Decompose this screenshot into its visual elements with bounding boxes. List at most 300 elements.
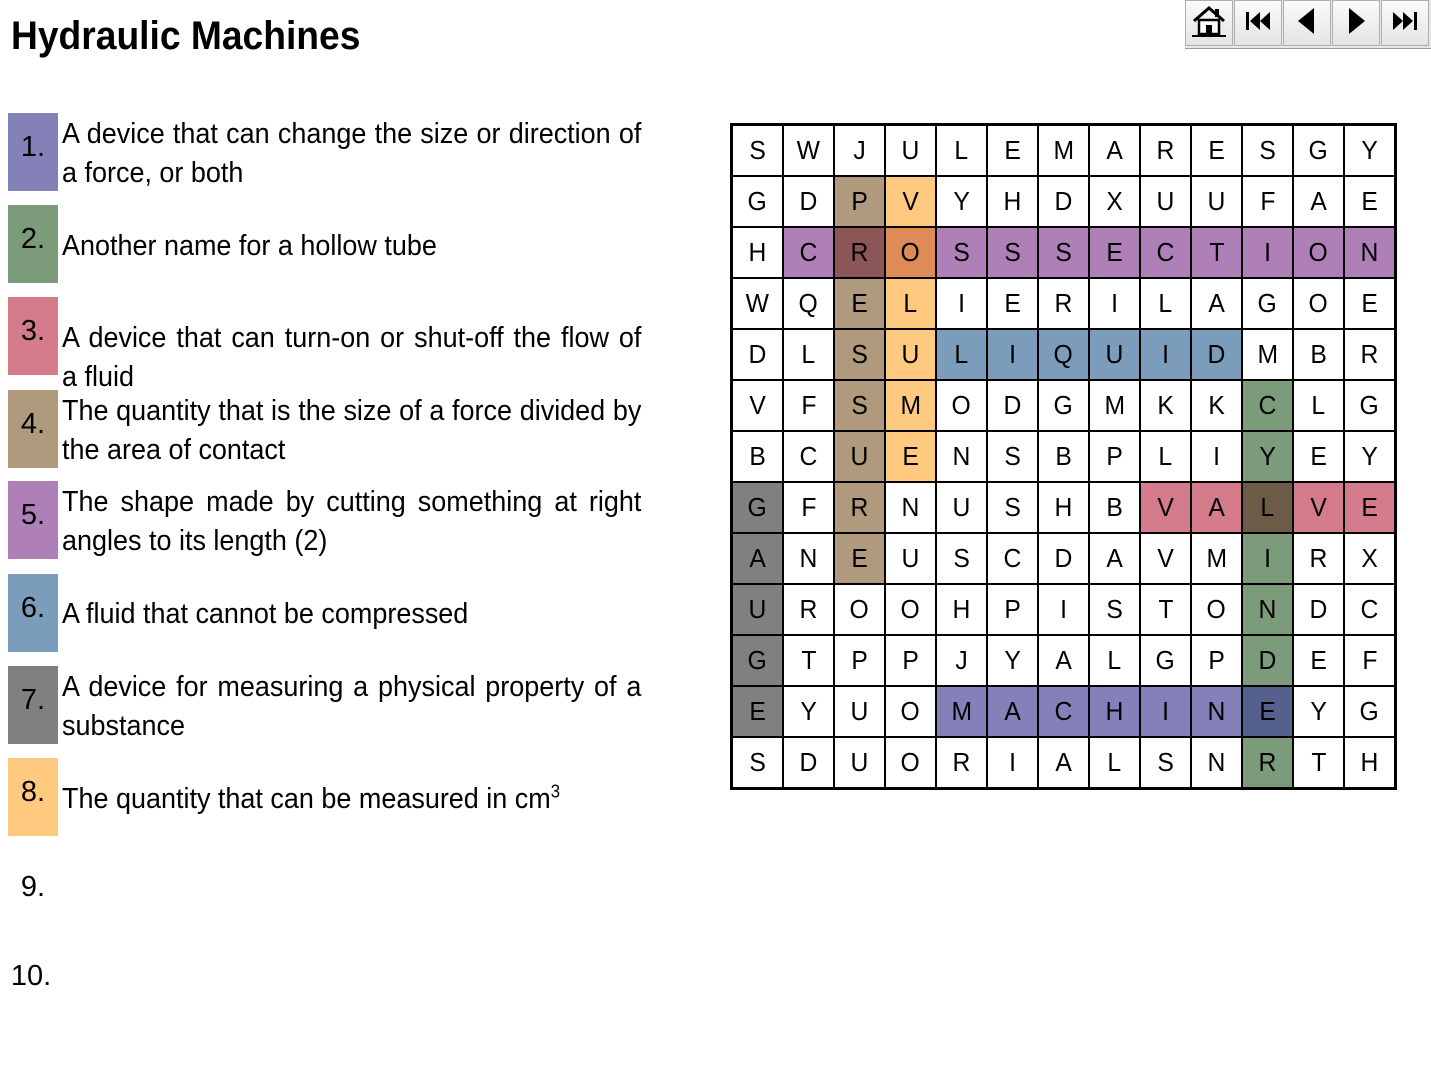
grid-cell[interactable] [1344,635,1396,686]
grid-letter: E [1361,186,1378,216]
grid-cell[interactable] [1140,584,1191,635]
grid-cell[interactable] [1140,686,1191,737]
grid-cell[interactable] [936,686,987,737]
grid-cell[interactable] [732,737,784,789]
grid-cell[interactable] [1038,380,1089,431]
grid-cell[interactable] [1089,176,1140,227]
grid-cell[interactable] [1293,431,1344,482]
grid-cell[interactable] [1038,125,1089,177]
grid-cell[interactable] [885,584,936,635]
grid-cell[interactable] [1191,482,1242,533]
grid-cell[interactable] [1344,380,1396,431]
grid-cell[interactable] [885,380,936,431]
grid-letter: M [1206,543,1227,573]
grid-letter: D [748,339,767,369]
grid-letter: U [901,543,920,573]
grid-cell[interactable] [1191,125,1242,177]
grid-cell[interactable] [1089,737,1140,789]
grid-letter: J [853,135,866,165]
grid-cell[interactable] [732,686,784,737]
grid-cell[interactable] [1140,431,1191,482]
grid-cell[interactable] [1242,635,1293,686]
grid-cell[interactable] [1038,584,1089,635]
grid-letter: N [799,543,818,573]
grid-letter: I [1162,696,1169,726]
grid-cell[interactable] [1242,431,1293,482]
grid-letter: T [1208,237,1225,267]
grid-cell[interactable] [987,329,1038,380]
grid-letter: G [1359,390,1380,420]
grid-letter: E [1208,135,1225,165]
grid-cell[interactable] [1242,737,1293,789]
grid-letter: W [796,135,821,165]
grid-cell[interactable] [1242,176,1293,227]
grid-cell[interactable] [1038,329,1089,380]
grid-letter: A [1055,645,1072,675]
grid-letter: P [1106,441,1123,471]
grid-letter: O [849,594,870,624]
grid-cell[interactable] [1344,686,1396,737]
grid-cell[interactable] [1038,176,1089,227]
grid-letter: I [1009,339,1016,369]
grid-cell[interactable] [987,431,1038,482]
grid-cell[interactable] [834,584,885,635]
grid-cell[interactable] [732,176,784,227]
grid-letter: B [1055,441,1072,471]
grid-cell[interactable] [732,278,784,329]
clue-text: The shape made by cutting something at right angles to its length (2) [62,486,642,557]
clue-number: 8. [8,758,58,836]
grid-cell[interactable] [732,635,784,686]
grid-cell[interactable] [1140,737,1191,789]
grid-letter: V [902,186,919,216]
grid-cell[interactable] [1242,533,1293,584]
grid-cell[interactable] [1191,584,1242,635]
grid-cell[interactable] [1089,482,1140,533]
grid-letter: N [1207,747,1226,777]
grid-cell[interactable] [936,482,987,533]
grid-letter: G [747,186,768,216]
grid-cell[interactable] [885,176,936,227]
grid-cell[interactable] [1089,584,1140,635]
grid-letter: R [1156,135,1175,165]
grid-cell[interactable] [834,380,885,431]
grid-letter: C [1003,543,1022,573]
grid-letter: H [1003,186,1022,216]
grid-letter: E [1004,135,1021,165]
grid-letter: S [749,135,766,165]
grid-cell[interactable] [987,176,1038,227]
grid-cell[interactable] [1344,329,1396,380]
clue-number: 1. [8,113,58,191]
grid-letter: E [902,441,919,471]
grid-cell[interactable] [1242,227,1293,278]
grid-cell[interactable] [783,278,834,329]
next-slide-button[interactable] [1332,0,1380,46]
grid-cell[interactable] [732,533,784,584]
grid-cell[interactable] [1293,125,1344,177]
grid-cell[interactable] [885,431,936,482]
grid-row [732,533,1396,584]
grid-letter: T [1157,594,1174,624]
grid-cell[interactable] [1242,329,1293,380]
grid-cell[interactable] [885,737,936,789]
grid-letter: S [1004,237,1021,267]
grid-letter: G [1359,696,1380,726]
grid-letter: M [951,696,972,726]
grid-cell[interactable] [834,125,885,177]
grid-cell[interactable] [1293,482,1344,533]
grid-cell[interactable] [936,584,987,635]
grid-cell[interactable] [834,737,885,789]
grid-cell[interactable] [1038,227,1089,278]
grid-cell[interactable] [1242,380,1293,431]
grid-letter: D [1207,339,1226,369]
grid-letter: D [1003,390,1022,420]
grid-letter: E [1361,492,1378,522]
grid-letter: K [1208,390,1225,420]
grid-letter: O [1308,288,1329,318]
grid-letter: C [799,237,818,267]
grid-letter: F [800,390,817,420]
grid-cell[interactable] [834,227,885,278]
grid-cell[interactable] [1191,329,1242,380]
grid-letter: W [745,288,770,318]
grid-letter: A [1208,288,1225,318]
grid-letter: G [747,645,768,675]
grid-cell[interactable] [936,737,987,789]
grid-cell[interactable] [1140,329,1191,380]
grid-row [732,125,1396,177]
grid-cell[interactable] [1344,533,1396,584]
grid-cell[interactable] [1089,533,1140,584]
grid-cell[interactable] [1293,176,1344,227]
grid-cell[interactable] [1293,584,1344,635]
grid-letter: G [1308,135,1329,165]
grid-letter: E [1106,237,1123,267]
grid-cell[interactable] [732,380,784,431]
grid-letter: U [850,747,869,777]
grid-cell[interactable] [987,482,1038,533]
grid-letter: H [952,594,971,624]
grid-letter: S [1055,237,1072,267]
previous-icon [1292,5,1322,42]
grid-cell[interactable] [1140,635,1191,686]
grid-cell[interactable] [732,227,784,278]
grid-cell[interactable] [885,329,936,380]
grid-letter: G [1257,288,1278,318]
grid-letter: S [953,543,970,573]
grid-cell[interactable] [732,329,784,380]
grid-row [732,635,1396,686]
grid-cell[interactable] [834,482,885,533]
grid-letter: L [954,339,969,369]
grid-cell[interactable] [783,176,834,227]
grid-letter: E [851,288,868,318]
grid-letter: E [1310,645,1327,675]
grid-letter: L [1107,645,1122,675]
grid-cell[interactable] [732,584,784,635]
grid-letter: L [903,288,918,318]
grid-cell[interactable] [936,227,987,278]
grid-letter: S [749,747,766,777]
grid-letter: M [900,390,921,420]
grid-cell[interactable] [1089,431,1140,482]
grid-cell[interactable] [1344,278,1396,329]
grid-letter: E [1310,441,1327,471]
grid-letter: R [850,237,869,267]
grid-cell[interactable] [1089,686,1140,737]
grid-cell[interactable] [1293,737,1344,789]
grid-cell[interactable] [834,278,885,329]
grid-letter: G [1155,645,1176,675]
grid-letter: S [953,237,970,267]
grid-letter: A [1004,696,1021,726]
grid-letter: L [1311,390,1326,420]
grid-cell[interactable] [1242,482,1293,533]
grid-letter: S [1004,492,1021,522]
grid-cell[interactable] [1191,686,1242,737]
grid-cell[interactable] [783,584,834,635]
grid-cell[interactable] [1191,380,1242,431]
clue-text: A device that can turn-on or shut-off the flow of a fluid [62,322,642,393]
grid-cell[interactable] [1344,125,1396,177]
grid-letter: I [958,288,965,318]
grid-cell[interactable] [885,278,936,329]
grid-letter: A [1055,747,1072,777]
grid-cell[interactable] [1140,482,1191,533]
grid-cell[interactable] [1140,227,1191,278]
grid-cell[interactable] [1089,227,1140,278]
grid-row [732,737,1396,789]
grid-letter: D [1258,645,1277,675]
grid-cell[interactable] [936,533,987,584]
page-title: Hydraulic Machines [11,14,361,58]
grid-cell[interactable] [1242,686,1293,737]
grid-cell[interactable] [732,431,784,482]
home-button[interactable] [1185,0,1233,46]
grid-cell[interactable] [1344,584,1396,635]
grid-cell[interactable] [1038,635,1089,686]
grid-letter: K [1157,390,1174,420]
grid-cell[interactable] [936,278,987,329]
grid-cell[interactable] [783,737,834,789]
grid-letter: F [800,492,817,522]
grid-cell[interactable] [834,431,885,482]
grid-letter: S [851,390,868,420]
grid-cell[interactable] [987,737,1038,789]
grid-cell[interactable] [987,533,1038,584]
grid-letter: I [1162,339,1169,369]
grid-cell[interactable] [834,176,885,227]
grid-letter: T [1310,747,1327,777]
grid-cell[interactable] [1191,176,1242,227]
slide-navigation-bar [1185,0,1431,49]
grid-letter: L [954,135,969,165]
last-slide-button[interactable] [1381,0,1429,46]
grid-cell[interactable] [1344,176,1396,227]
first-slide-button[interactable] [1234,0,1282,46]
grid-cell[interactable] [834,686,885,737]
grid-cell[interactable] [834,329,885,380]
grid-cell[interactable] [834,533,885,584]
grid-cell[interactable] [1293,533,1344,584]
grid-cell[interactable] [783,431,834,482]
grid-cell[interactable] [1344,737,1396,789]
grid-cell[interactable] [987,584,1038,635]
grid-cell[interactable] [1089,380,1140,431]
grid-cell[interactable] [783,533,834,584]
grid-letter: Y [1310,696,1327,726]
grid-cell[interactable] [1242,278,1293,329]
grid-cell[interactable] [732,125,784,177]
grid-cell[interactable] [1089,125,1140,177]
grid-cell[interactable] [1344,431,1396,482]
grid-cell[interactable] [1191,737,1242,789]
grid-letter: I [1264,543,1271,573]
grid-cell[interactable] [1293,686,1344,737]
grid-cell[interactable] [1191,431,1242,482]
clue-number: 6. [8,574,58,652]
grid-letter: B [749,441,766,471]
grid-cell[interactable] [1038,482,1089,533]
grid-letter: P [1004,594,1021,624]
grid-letter: V [749,390,766,420]
grid-letter: R [1054,288,1073,318]
grid-letter: A [1106,135,1123,165]
grid-cell[interactable] [987,227,1038,278]
grid-cell[interactable] [1089,329,1140,380]
grid-row [732,686,1396,737]
grid-cell[interactable] [1038,278,1089,329]
grid-cell[interactable] [987,635,1038,686]
grid-cell[interactable] [936,380,987,431]
grid-cell[interactable] [1293,635,1344,686]
grid-cell[interactable] [783,227,834,278]
grid-cell[interactable] [783,329,834,380]
grid-cell[interactable] [885,533,936,584]
grid-letter: L [1107,747,1122,777]
grid-cell[interactable] [1242,125,1293,177]
grid-letter: O [1206,594,1227,624]
grid-letter: I [1111,288,1118,318]
grid-cell[interactable] [885,482,936,533]
grid-cell[interactable] [987,125,1038,177]
grid-cell[interactable] [1191,227,1242,278]
word-search-grid [730,123,1397,790]
grid-cell[interactable] [783,125,834,177]
grid-cell[interactable] [1038,737,1089,789]
grid-cell[interactable] [885,227,936,278]
previous-slide-button[interactable] [1283,0,1331,46]
grid-cell[interactable] [1140,125,1191,177]
grid-row [732,584,1396,635]
grid-letter: C [1360,594,1379,624]
grid-cell[interactable] [1293,329,1344,380]
grid-letter: X [1106,186,1123,216]
grid-cell[interactable] [987,380,1038,431]
grid-cell[interactable] [936,635,987,686]
grid-letter: P [851,645,868,675]
grid-cell[interactable] [783,482,834,533]
grid-cell[interactable] [1140,176,1191,227]
grid-letter: H [1054,492,1073,522]
grid-letter: M [1104,390,1125,420]
grid-letter: P [1208,645,1225,675]
grid-cell[interactable] [987,278,1038,329]
grid-letter: O [900,237,921,267]
grid-cell[interactable] [1293,380,1344,431]
grid-row [732,482,1396,533]
grid-cell[interactable] [1191,278,1242,329]
grid-cell[interactable] [1038,431,1089,482]
grid-letter: H [748,237,767,267]
grid-cell[interactable] [987,686,1038,737]
grid-cell[interactable] [1191,635,1242,686]
grid-letter: N [952,441,971,471]
grid-cell[interactable] [783,380,834,431]
grid-cell[interactable] [834,635,885,686]
grid-cell[interactable] [1089,635,1140,686]
grid-cell[interactable] [1089,278,1140,329]
grid-cell[interactable] [1293,278,1344,329]
grid-cell[interactable] [936,176,987,227]
grid-cell[interactable] [885,125,936,177]
clue-number: 7. [8,666,58,744]
grid-letter: O [900,594,921,624]
grid-letter: D [799,747,818,777]
clue-text: A device that can change the size or direction of a force, or both [62,118,642,189]
grid-cell[interactable] [1140,278,1191,329]
grid-cell[interactable] [936,329,987,380]
grid-letter: D [1054,186,1073,216]
grid-cell[interactable] [1140,533,1191,584]
grid-cell[interactable] [1038,686,1089,737]
clue-text: A fluid that cannot be compressed [62,598,469,630]
grid-cell[interactable] [1293,227,1344,278]
grid-letter: A [1310,186,1327,216]
grid-letter: S [851,339,868,369]
grid-cell[interactable] [936,431,987,482]
grid-cell[interactable] [1038,533,1089,584]
grid-cell[interactable] [1191,533,1242,584]
grid-cell[interactable] [1344,227,1396,278]
grid-letter: Y [1361,135,1378,165]
grid-letter: N [1360,237,1379,267]
clue-number: 5. [8,481,58,559]
superscript: 3 [550,781,561,802]
grid-cell[interactable] [1344,482,1396,533]
grid-cell[interactable] [1242,584,1293,635]
home-icon [1190,3,1228,44]
grid-cell[interactable] [885,686,936,737]
clue-text: A device for measuring a physical property of a substance [62,671,642,742]
grid-cell[interactable] [783,686,834,737]
grid-letter: O [900,696,921,726]
grid-cell[interactable] [732,482,784,533]
grid-row [732,329,1396,380]
grid-letter: Y [953,186,970,216]
clue-number: 10. [10,960,52,992]
grid-cell[interactable] [885,635,936,686]
grid-cell[interactable] [783,635,834,686]
grid-cell[interactable] [1140,380,1191,431]
grid-letter: P [902,645,919,675]
grid-cell[interactable] [936,125,987,177]
grid-letter: D [799,186,818,216]
clue-text: The quantity that can be measured in $cm^3$ [62,781,561,815]
grid-letter: L [801,339,816,369]
